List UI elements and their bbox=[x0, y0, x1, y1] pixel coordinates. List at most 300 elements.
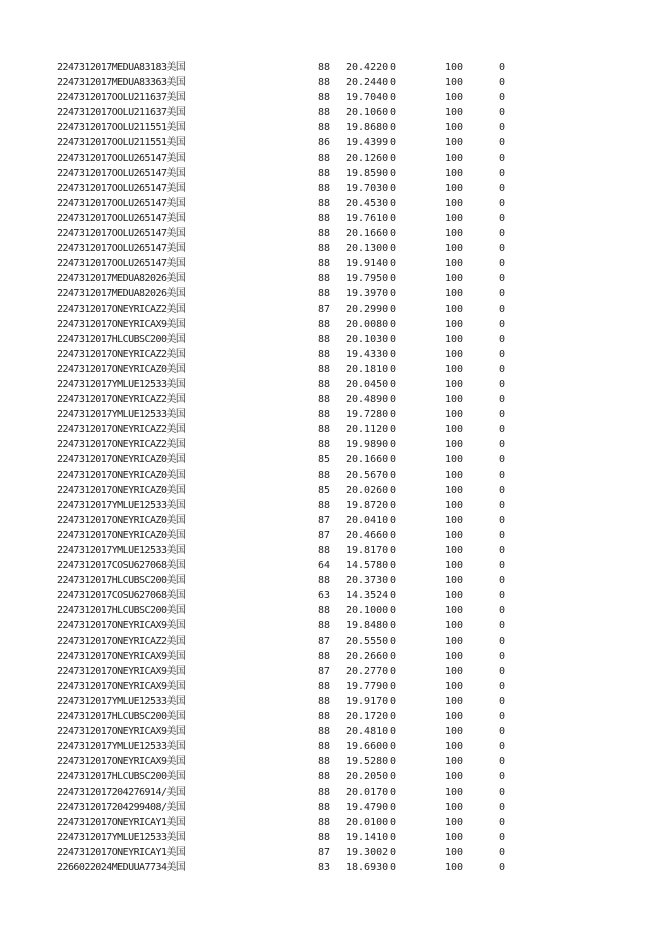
hundred-cell: 100 bbox=[445, 197, 464, 209]
end-cell: 0 bbox=[499, 635, 506, 647]
id-cell: 2247312017OOLU265147美国 bbox=[57, 243, 186, 255]
quantity-cell: 85 bbox=[318, 454, 331, 466]
table-row bbox=[0, 226, 662, 241]
quantity-cell: 88 bbox=[318, 363, 331, 375]
weight-cell: 19.8720 bbox=[346, 499, 389, 511]
hundred-cell: 100 bbox=[445, 484, 464, 496]
table-row bbox=[0, 724, 662, 739]
zero-cell: 0 bbox=[390, 801, 397, 813]
weight-cell: 19.7030 bbox=[346, 182, 389, 194]
id-cell: 2247312017OOLU211551美国 bbox=[57, 122, 186, 134]
id-cell: 2247312017HLCUBSC200美国 bbox=[57, 771, 186, 783]
id-cell: 2247312017YMLUE12533美国 bbox=[57, 741, 186, 753]
id-cell: 2247312017COSU627068美国 bbox=[57, 590, 186, 602]
end-cell: 0 bbox=[499, 182, 506, 194]
weight-cell: 19.9890 bbox=[346, 439, 389, 451]
table-row bbox=[0, 302, 662, 317]
quantity-cell: 87 bbox=[318, 303, 331, 315]
hundred-cell: 100 bbox=[445, 831, 464, 843]
id-cell: 2247312017ONEYRICAX9美国 bbox=[57, 620, 186, 632]
quantity-cell: 88 bbox=[318, 695, 331, 707]
zero-cell: 0 bbox=[390, 650, 397, 662]
hundred-cell: 100 bbox=[445, 605, 464, 617]
table-row bbox=[0, 347, 662, 362]
quantity-cell: 88 bbox=[318, 439, 331, 451]
hundred-cell: 100 bbox=[445, 62, 464, 73]
end-cell: 0 bbox=[499, 816, 506, 828]
end-cell: 0 bbox=[499, 273, 506, 285]
end-cell: 0 bbox=[499, 394, 506, 406]
table-row bbox=[0, 573, 662, 588]
id-cell: 2247312017ONEYRICAZ2美国 bbox=[57, 303, 186, 315]
id-cell: 2247312017204276914/美国 bbox=[57, 786, 186, 798]
hundred-cell: 100 bbox=[445, 635, 464, 647]
quantity-cell: 87 bbox=[318, 529, 331, 541]
weight-cell: 19.4399 bbox=[346, 137, 389, 149]
id-cell: 2247312017HLCUBSC200美国 bbox=[57, 605, 186, 617]
hundred-cell: 100 bbox=[445, 801, 464, 813]
end-cell: 0 bbox=[499, 212, 506, 224]
weight-cell: 20.4660 bbox=[346, 529, 389, 541]
quantity-cell: 88 bbox=[318, 212, 331, 224]
zero-cell: 0 bbox=[390, 288, 397, 300]
table-row bbox=[0, 120, 662, 135]
hundred-cell: 100 bbox=[445, 137, 464, 149]
weight-cell: 19.9140 bbox=[346, 258, 389, 270]
table-row bbox=[0, 528, 662, 543]
id-cell: 2247312017ONEYRICAZ0美国 bbox=[57, 363, 186, 375]
weight-cell: 20.5550 bbox=[346, 635, 389, 647]
weight-cell: 20.2990 bbox=[346, 303, 389, 315]
weight-cell: 20.1660 bbox=[346, 228, 389, 240]
quantity-cell: 88 bbox=[318, 333, 331, 345]
zero-cell: 0 bbox=[390, 514, 397, 526]
hundred-cell: 100 bbox=[445, 258, 464, 270]
weight-cell: 19.7610 bbox=[346, 212, 389, 224]
hundred-cell: 100 bbox=[445, 378, 464, 390]
id-cell: 2247312017OOLU265147美国 bbox=[57, 152, 186, 164]
id-cell: 2247312017HLCUBSC200美国 bbox=[57, 575, 186, 587]
weight-cell: 20.1720 bbox=[346, 711, 389, 723]
table-row bbox=[0, 90, 662, 105]
zero-cell: 0 bbox=[390, 348, 397, 360]
end-cell: 0 bbox=[499, 288, 506, 300]
weight-cell: 19.5280 bbox=[346, 756, 389, 768]
hundred-cell: 100 bbox=[445, 409, 464, 421]
zero-cell: 0 bbox=[390, 831, 397, 843]
zero-cell: 0 bbox=[390, 394, 397, 406]
end-cell: 0 bbox=[499, 514, 506, 526]
table-row bbox=[0, 830, 662, 845]
id-cell: 2247312017ONEYRICAZ0美国 bbox=[57, 484, 186, 496]
table-row bbox=[0, 694, 662, 709]
end-cell: 0 bbox=[499, 62, 506, 73]
end-cell: 0 bbox=[499, 348, 506, 360]
id-cell: 2247312017ONEYRICAZ2美国 bbox=[57, 439, 186, 451]
zero-cell: 0 bbox=[390, 258, 397, 270]
hundred-cell: 100 bbox=[445, 620, 464, 632]
id-cell: 2247312017ONEYRICAZ0美国 bbox=[57, 469, 186, 481]
weight-cell: 20.0260 bbox=[346, 484, 389, 496]
table-row bbox=[0, 407, 662, 422]
end-cell: 0 bbox=[499, 424, 506, 436]
id-cell: 2247312017ONEYRICAX9美国 bbox=[57, 665, 186, 677]
weight-cell: 20.4890 bbox=[346, 394, 389, 406]
hundred-cell: 100 bbox=[445, 650, 464, 662]
zero-cell: 0 bbox=[390, 243, 397, 255]
table-row bbox=[0, 664, 662, 679]
hundred-cell: 100 bbox=[445, 726, 464, 738]
zero-cell: 0 bbox=[390, 635, 397, 647]
weight-cell: 14.5780 bbox=[346, 560, 389, 572]
quantity-cell: 88 bbox=[318, 318, 331, 330]
end-cell: 0 bbox=[499, 77, 506, 89]
table-row bbox=[0, 181, 662, 196]
weight-cell: 20.0170 bbox=[346, 786, 389, 798]
table-row bbox=[0, 422, 662, 437]
quantity-cell: 87 bbox=[318, 846, 331, 858]
table-row bbox=[0, 75, 662, 90]
id-cell: 2247312017YMLUE12533美国 bbox=[57, 378, 186, 390]
zero-cell: 0 bbox=[390, 590, 397, 602]
zero-cell: 0 bbox=[390, 484, 397, 496]
id-cell: 2247312017MEDUA82026美国 bbox=[57, 273, 186, 285]
table-row bbox=[0, 392, 662, 407]
zero-cell: 0 bbox=[390, 726, 397, 738]
end-cell: 0 bbox=[499, 726, 506, 738]
weight-cell: 20.1660 bbox=[346, 454, 389, 466]
weight-cell: 18.6930 bbox=[346, 861, 389, 873]
end-cell: 0 bbox=[499, 861, 506, 873]
hundred-cell: 100 bbox=[445, 212, 464, 224]
weight-cell: 20.2440 bbox=[346, 77, 389, 89]
hundred-cell: 100 bbox=[445, 182, 464, 194]
id-cell: 2247312017ONEYRICAZ2美国 bbox=[57, 424, 186, 436]
hundred-cell: 100 bbox=[445, 333, 464, 345]
hundred-cell: 100 bbox=[445, 499, 464, 511]
end-cell: 0 bbox=[499, 258, 506, 270]
hundred-cell: 100 bbox=[445, 575, 464, 587]
end-cell: 0 bbox=[499, 801, 506, 813]
weight-cell: 20.5670 bbox=[346, 469, 389, 481]
hundred-cell: 100 bbox=[445, 107, 464, 119]
id-cell: 2247312017YMLUE12533美国 bbox=[57, 831, 186, 843]
end-cell: 0 bbox=[499, 590, 506, 602]
quantity-cell: 88 bbox=[318, 575, 331, 587]
weight-cell: 20.0450 bbox=[346, 378, 389, 390]
table-row bbox=[0, 815, 662, 830]
table-row bbox=[0, 739, 662, 754]
id-cell: 2247312017ONEYRICAZ2美国 bbox=[57, 348, 186, 360]
table-row bbox=[0, 362, 662, 377]
quantity-cell: 88 bbox=[318, 122, 331, 134]
quantity-cell: 86 bbox=[318, 137, 331, 149]
quantity-cell: 88 bbox=[318, 469, 331, 481]
quantity-cell: 88 bbox=[318, 197, 331, 209]
table-row bbox=[0, 588, 662, 603]
weight-cell: 19.8590 bbox=[346, 167, 389, 179]
end-cell: 0 bbox=[499, 741, 506, 753]
end-cell: 0 bbox=[499, 137, 506, 149]
table-row bbox=[0, 468, 662, 483]
quantity-cell: 88 bbox=[318, 167, 331, 179]
weight-cell: 20.4220 bbox=[346, 62, 389, 73]
table-row bbox=[0, 785, 662, 800]
quantity-cell: 63 bbox=[318, 590, 331, 602]
zero-cell: 0 bbox=[390, 363, 397, 375]
end-cell: 0 bbox=[499, 499, 506, 511]
quantity-cell: 88 bbox=[318, 756, 331, 768]
quantity-cell: 88 bbox=[318, 409, 331, 421]
hundred-cell: 100 bbox=[445, 846, 464, 858]
hundred-cell: 100 bbox=[445, 454, 464, 466]
end-cell: 0 bbox=[499, 786, 506, 798]
id-cell: 2247312017YMLUE12533美国 bbox=[57, 499, 186, 511]
hundred-cell: 100 bbox=[445, 92, 464, 104]
quantity-cell: 87 bbox=[318, 635, 331, 647]
zero-cell: 0 bbox=[390, 212, 397, 224]
end-cell: 0 bbox=[499, 228, 506, 240]
id-cell: 2247312017HLCUBSC200美国 bbox=[57, 333, 186, 345]
end-cell: 0 bbox=[499, 409, 506, 421]
end-cell: 0 bbox=[499, 92, 506, 104]
quantity-cell: 88 bbox=[318, 92, 331, 104]
zero-cell: 0 bbox=[390, 92, 397, 104]
quantity-cell: 88 bbox=[318, 816, 331, 828]
id-cell: 2247312017MEDUA83363美国 bbox=[57, 77, 186, 89]
table-row bbox=[0, 769, 662, 784]
hundred-cell: 100 bbox=[445, 228, 464, 240]
hundred-cell: 100 bbox=[445, 695, 464, 707]
table-row bbox=[0, 377, 662, 392]
table-row bbox=[0, 634, 662, 649]
quantity-cell: 88 bbox=[318, 152, 331, 164]
weight-cell: 20.1260 bbox=[346, 152, 389, 164]
end-cell: 0 bbox=[499, 771, 506, 783]
end-cell: 0 bbox=[499, 665, 506, 677]
hundred-cell: 100 bbox=[445, 514, 464, 526]
zero-cell: 0 bbox=[390, 62, 397, 73]
weight-cell: 19.9170 bbox=[346, 695, 389, 707]
weight-cell: 19.3002 bbox=[346, 846, 389, 858]
id-cell: 2247312017OOLU265147美国 bbox=[57, 258, 186, 270]
id-cell: 2247312017HLCUBSC200美国 bbox=[57, 711, 186, 723]
weight-cell: 20.0080 bbox=[346, 318, 389, 330]
end-cell: 0 bbox=[499, 650, 506, 662]
id-cell: 2247312017OOLU265147美国 bbox=[57, 212, 186, 224]
weight-cell: 20.3730 bbox=[346, 575, 389, 587]
zero-cell: 0 bbox=[390, 711, 397, 723]
quantity-cell: 88 bbox=[318, 711, 331, 723]
hundred-cell: 100 bbox=[445, 77, 464, 89]
id-cell: 2247312017ONEYRICAY1美国 bbox=[57, 816, 186, 828]
id-cell: 2247312017OOLU265147美国 bbox=[57, 182, 186, 194]
weight-cell: 20.1120 bbox=[346, 424, 389, 436]
end-cell: 0 bbox=[499, 529, 506, 541]
hundred-cell: 100 bbox=[445, 861, 464, 873]
hundred-cell: 100 bbox=[445, 318, 464, 330]
weight-cell: 20.2660 bbox=[346, 650, 389, 662]
zero-cell: 0 bbox=[390, 771, 397, 783]
zero-cell: 0 bbox=[390, 575, 397, 587]
id-cell: 2247312017MEDUA83183美国 bbox=[57, 62, 186, 73]
table-row bbox=[0, 618, 662, 633]
zero-cell: 0 bbox=[390, 756, 397, 768]
weight-cell: 19.1410 bbox=[346, 831, 389, 843]
quantity-cell: 88 bbox=[318, 288, 331, 300]
quantity-cell: 88 bbox=[318, 182, 331, 194]
table-row bbox=[0, 332, 662, 347]
weight-cell: 20.1030 bbox=[346, 333, 389, 345]
quantity-cell: 88 bbox=[318, 831, 331, 843]
weight-cell: 19.7040 bbox=[346, 92, 389, 104]
zero-cell: 0 bbox=[390, 816, 397, 828]
id-cell: 2247312017YMLUE12533美国 bbox=[57, 409, 186, 421]
id-cell: 2247312017ONEYRICAX9美国 bbox=[57, 318, 186, 330]
zero-cell: 0 bbox=[390, 228, 397, 240]
quantity-cell: 88 bbox=[318, 228, 331, 240]
quantity-cell: 87 bbox=[318, 665, 331, 677]
table-row bbox=[0, 452, 662, 467]
table-row bbox=[0, 860, 662, 875]
hundred-cell: 100 bbox=[445, 243, 464, 255]
hundred-cell: 100 bbox=[445, 348, 464, 360]
id-cell: 2247312017ONEYRICAZ2美国 bbox=[57, 635, 186, 647]
zero-cell: 0 bbox=[390, 197, 397, 209]
table-row bbox=[0, 498, 662, 513]
zero-cell: 0 bbox=[390, 424, 397, 436]
zero-cell: 0 bbox=[390, 333, 397, 345]
table-row bbox=[0, 709, 662, 724]
zero-cell: 0 bbox=[390, 122, 397, 134]
hundred-cell: 100 bbox=[445, 363, 464, 375]
hundred-cell: 100 bbox=[445, 816, 464, 828]
id-cell: 2247312017ONEYRICAX9美国 bbox=[57, 680, 186, 692]
end-cell: 0 bbox=[499, 756, 506, 768]
spreadsheet-table bbox=[0, 60, 662, 875]
id-cell: 2247312017ONEYRICAX9美国 bbox=[57, 650, 186, 662]
quantity-cell: 88 bbox=[318, 107, 331, 119]
quantity-cell: 88 bbox=[318, 620, 331, 632]
end-cell: 0 bbox=[499, 197, 506, 209]
end-cell: 0 bbox=[499, 545, 506, 556]
weight-cell: 19.6600 bbox=[346, 741, 389, 753]
table-row bbox=[0, 271, 662, 286]
weight-cell: 19.4790 bbox=[346, 801, 389, 813]
quantity-cell: 88 bbox=[318, 378, 331, 390]
table-row bbox=[0, 135, 662, 150]
hundred-cell: 100 bbox=[445, 560, 464, 572]
id-cell: 2247312017MEDUA82026美国 bbox=[57, 288, 186, 300]
hundred-cell: 100 bbox=[445, 741, 464, 753]
zero-cell: 0 bbox=[390, 499, 397, 511]
id-cell: 2247312017ONEYRICAX9美国 bbox=[57, 726, 186, 738]
hundred-cell: 100 bbox=[445, 711, 464, 723]
hundred-cell: 100 bbox=[445, 424, 464, 436]
id-cell: 2247312017YMLUE12533美国 bbox=[57, 695, 186, 707]
table-row bbox=[0, 60, 662, 75]
table-row bbox=[0, 800, 662, 815]
end-cell: 0 bbox=[499, 454, 506, 466]
quantity-cell: 88 bbox=[318, 62, 331, 73]
zero-cell: 0 bbox=[390, 318, 397, 330]
zero-cell: 0 bbox=[390, 409, 397, 421]
hundred-cell: 100 bbox=[445, 303, 464, 315]
zero-cell: 0 bbox=[390, 303, 397, 315]
quantity-cell: 88 bbox=[318, 741, 331, 753]
quantity-cell: 88 bbox=[318, 424, 331, 436]
weight-cell: 19.4330 bbox=[346, 348, 389, 360]
end-cell: 0 bbox=[499, 363, 506, 375]
end-cell: 0 bbox=[499, 711, 506, 723]
zero-cell: 0 bbox=[390, 273, 397, 285]
zero-cell: 0 bbox=[390, 469, 397, 481]
quantity-cell: 88 bbox=[318, 258, 331, 270]
table-row bbox=[0, 151, 662, 166]
quantity-cell: 88 bbox=[318, 394, 331, 406]
id-cell: 2247312017OOLU265147美国 bbox=[57, 228, 186, 240]
table-row bbox=[0, 241, 662, 256]
table-row bbox=[0, 317, 662, 332]
table-row bbox=[0, 679, 662, 694]
end-cell: 0 bbox=[499, 605, 506, 617]
weight-cell: 20.0100 bbox=[346, 816, 389, 828]
hundred-cell: 100 bbox=[445, 122, 464, 134]
table-row bbox=[0, 649, 662, 664]
weight-cell: 20.1810 bbox=[346, 363, 389, 375]
end-cell: 0 bbox=[499, 439, 506, 451]
zero-cell: 0 bbox=[390, 529, 397, 541]
zero-cell: 0 bbox=[390, 620, 397, 632]
hundred-cell: 100 bbox=[445, 786, 464, 798]
end-cell: 0 bbox=[499, 333, 506, 345]
table-row bbox=[0, 558, 662, 573]
end-cell: 0 bbox=[499, 318, 506, 330]
end-cell: 0 bbox=[499, 167, 506, 179]
hundred-cell: 100 bbox=[445, 529, 464, 541]
zero-cell: 0 bbox=[390, 560, 397, 572]
hundred-cell: 100 bbox=[445, 439, 464, 451]
quantity-cell: 88 bbox=[318, 243, 331, 255]
id-cell: 2247312017ONEYRICAZ0美国 bbox=[57, 514, 186, 526]
end-cell: 0 bbox=[499, 378, 506, 390]
zero-cell: 0 bbox=[390, 545, 397, 556]
id-cell: 2247312017ONEYRICAZ2美国 bbox=[57, 394, 186, 406]
quantity-cell: 85 bbox=[318, 484, 331, 496]
hundred-cell: 100 bbox=[445, 771, 464, 783]
zero-cell: 0 bbox=[390, 786, 397, 798]
quantity-cell: 88 bbox=[318, 499, 331, 511]
table-row bbox=[0, 196, 662, 211]
zero-cell: 0 bbox=[390, 77, 397, 89]
id-cell: 2247312017OOLU211637美国 bbox=[57, 92, 186, 104]
table-row bbox=[0, 256, 662, 271]
hundred-cell: 100 bbox=[445, 273, 464, 285]
zero-cell: 0 bbox=[390, 378, 397, 390]
table-row bbox=[0, 754, 662, 769]
weight-cell: 20.4530 bbox=[346, 197, 389, 209]
id-cell: 2247312017OOLU211551美国 bbox=[57, 137, 186, 149]
id-cell: 2247312017OOLU211637美国 bbox=[57, 107, 186, 119]
quantity-cell: 88 bbox=[318, 680, 331, 692]
weight-cell: 20.4810 bbox=[346, 726, 389, 738]
weight-cell: 19.7950 bbox=[346, 273, 389, 285]
end-cell: 0 bbox=[499, 122, 506, 134]
quantity-cell: 83 bbox=[318, 861, 331, 873]
end-cell: 0 bbox=[499, 846, 506, 858]
table-row bbox=[0, 166, 662, 181]
id-cell: 2247312017204299408/美国 bbox=[57, 801, 186, 813]
